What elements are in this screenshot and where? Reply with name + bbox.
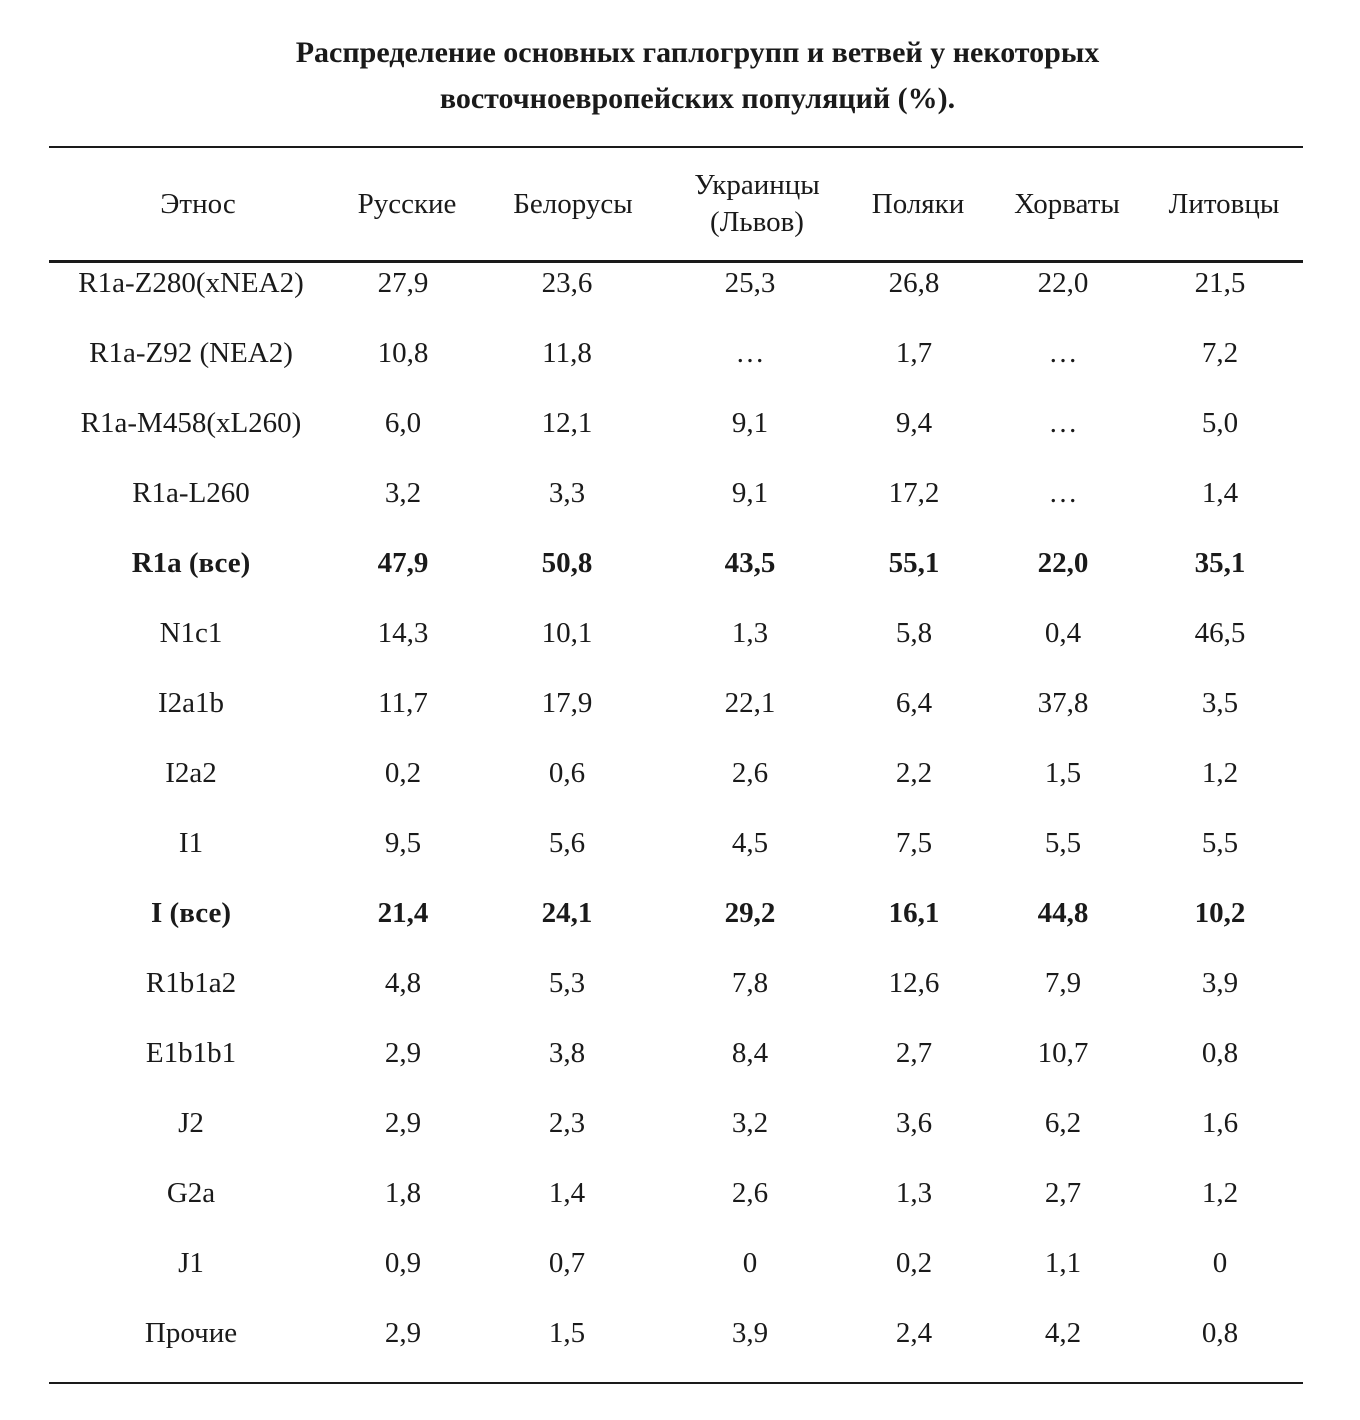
row-label: Прочие — [144, 1316, 238, 1349]
table-cell: 1,8 — [384, 1176, 422, 1209]
table-cell: 21,4 — [377, 896, 429, 929]
table-row — [0, 808, 1360, 878]
table-cell: 0 — [1212, 1246, 1228, 1279]
table-cell: 3,6 — [895, 1106, 933, 1139]
header-ethnos: Этнос — [160, 187, 236, 220]
table-cell: 0,4 — [1044, 616, 1082, 649]
row-label: R1a-L260 — [132, 476, 250, 509]
row-label: I2a2 — [165, 756, 217, 789]
table-cell: 3,8 — [548, 1036, 586, 1069]
table-row — [0, 1228, 1360, 1298]
table-cell: 44,8 — [1037, 896, 1089, 929]
table-cell: 3,9 — [1201, 966, 1239, 999]
table-cell: 47,9 — [377, 546, 429, 579]
table-cell: 0,7 — [548, 1246, 586, 1279]
header-ukrainians-line-1: Украинцы — [694, 169, 820, 201]
table-cell: 3,5 — [1201, 686, 1239, 719]
table-cell: 6,2 — [1044, 1106, 1082, 1139]
table-cell: 1,4 — [548, 1176, 586, 1209]
table-cell: 8,4 — [731, 1036, 769, 1069]
table-cell: 24,1 — [541, 896, 593, 929]
table-cell: 29,2 — [724, 896, 776, 929]
table-row — [0, 1158, 1360, 1228]
table-cell: 3,3 — [548, 476, 586, 509]
table-cell: … — [1048, 336, 1078, 369]
table-cell: 10,2 — [1194, 896, 1246, 929]
table-cell: 12,1 — [541, 406, 593, 439]
table-row — [0, 1088, 1360, 1158]
table-cell: … — [735, 336, 765, 369]
table-cell: 4,8 — [384, 966, 422, 999]
row-label: I (все) — [151, 896, 231, 929]
table-cell: 26,8 — [888, 266, 940, 299]
header-belarusians: Белорусы — [513, 187, 633, 220]
table-cell: 1,2 — [1201, 756, 1239, 789]
table-cell: 7,8 — [731, 966, 769, 999]
table-cell: … — [1048, 476, 1078, 509]
table-row — [0, 1018, 1360, 1088]
header-lithuanians: Литовцы — [1168, 187, 1280, 220]
table-cell: 1,1 — [1044, 1246, 1082, 1279]
table-cell: 1,5 — [1044, 756, 1082, 789]
row-label: R1b1a2 — [145, 966, 237, 999]
header-poles: Поляки — [871, 187, 965, 220]
table-cell: 1,6 — [1201, 1106, 1239, 1139]
table-cell: 2,7 — [895, 1036, 933, 1069]
table-cell: 0,8 — [1201, 1036, 1239, 1069]
table-cell: 6,4 — [895, 686, 933, 719]
table-cell: 23,6 — [541, 266, 593, 299]
document-title — [0, 30, 1360, 122]
row-label: E1b1b1 — [145, 1036, 237, 1069]
title-line-2: восточноевропейских популяций (%). — [439, 82, 956, 115]
table-row — [0, 528, 1360, 598]
table-cell: 7,2 — [1201, 336, 1239, 369]
row-label: R1a-Z280(xNEA2) — [78, 266, 304, 299]
table-cell: 2,9 — [384, 1036, 422, 1069]
table-cell: 5,0 — [1201, 406, 1239, 439]
table-cell: 2,2 — [895, 756, 933, 789]
table-cell: 3,9 — [731, 1316, 769, 1349]
table-cell: 16,1 — [888, 896, 940, 929]
table-cell: 9,1 — [731, 406, 769, 439]
table-row — [0, 318, 1360, 388]
header-ukrainians — [694, 148, 820, 260]
table-cell: 22,1 — [724, 686, 776, 719]
table-cell: 22,0 — [1037, 266, 1089, 299]
table-row — [0, 948, 1360, 1018]
table-cell: 50,8 — [541, 546, 593, 579]
table-cell: 9,5 — [384, 826, 422, 859]
table-body — [0, 248, 1360, 1368]
table-cell: 5,5 — [1201, 826, 1239, 859]
table-row — [0, 878, 1360, 948]
table-cell: 35,1 — [1194, 546, 1246, 579]
table-bottom-rule — [49, 1382, 1303, 1384]
table-cell: 55,1 — [888, 546, 940, 579]
table-cell: 4,5 — [731, 826, 769, 859]
table-cell: 1,3 — [895, 1176, 933, 1209]
row-label: R1a (все) — [131, 546, 251, 579]
table-cell: 1,7 — [895, 336, 933, 369]
header-ukrainians-line-2: (Львов) — [710, 206, 804, 238]
table-cell: 4,2 — [1044, 1316, 1082, 1349]
table-cell: … — [1048, 406, 1078, 439]
table-cell: 22,0 — [1037, 546, 1089, 579]
table-cell: 10,1 — [541, 616, 593, 649]
table-cell: 12,6 — [888, 966, 940, 999]
table-cell: 10,8 — [377, 336, 429, 369]
table-cell: 6,0 — [384, 406, 422, 439]
row-label: R1a-M458(xL260) — [80, 406, 302, 439]
table-cell: 17,2 — [888, 476, 940, 509]
table-cell: 37,8 — [1037, 686, 1089, 719]
row-label: G2a — [166, 1176, 216, 1209]
table-cell: 7,9 — [1044, 966, 1082, 999]
table-cell: 0,6 — [548, 756, 586, 789]
table-cell: 14,3 — [377, 616, 429, 649]
table-cell: 25,3 — [724, 266, 776, 299]
table-cell: 2,6 — [731, 756, 769, 789]
table-row — [0, 598, 1360, 668]
row-label: J2 — [178, 1106, 204, 1139]
table-cell: 2,7 — [1044, 1176, 1082, 1209]
table-header — [0, 148, 1360, 260]
table-cell: 3,2 — [384, 476, 422, 509]
table-row — [0, 458, 1360, 528]
row-label: R1a-Z92 (NEA2) — [89, 336, 293, 369]
table-cell: 1,5 — [548, 1316, 586, 1349]
table-cell: 0 — [742, 1246, 758, 1279]
table-cell: 2,3 — [548, 1106, 586, 1139]
title-line-1: Распределение основных гаплогрупп и ветвей у некоторых — [295, 36, 1100, 69]
table-row — [0, 388, 1360, 458]
table-cell: 46,5 — [1194, 616, 1246, 649]
table-row — [0, 1298, 1360, 1368]
table-cell: 11,8 — [542, 336, 592, 369]
table-cell: 0,9 — [384, 1246, 422, 1279]
table-cell: 21,5 — [1194, 266, 1246, 299]
table-cell: 17,9 — [541, 686, 593, 719]
table-cell: 0,8 — [1201, 1316, 1239, 1349]
table-row — [0, 738, 1360, 808]
table-cell: 5,6 — [548, 826, 586, 859]
table-cell: 27,9 — [377, 266, 429, 299]
table-cell: 3,2 — [731, 1106, 769, 1139]
table-cell: 2,4 — [895, 1316, 933, 1349]
row-label: I1 — [178, 826, 204, 859]
table-cell: 2,9 — [384, 1106, 422, 1139]
table-row — [0, 668, 1360, 738]
row-label: J1 — [178, 1246, 204, 1279]
header-croats: Хорваты — [1014, 187, 1120, 220]
row-label: N1c1 — [159, 616, 223, 649]
table-cell: 5,3 — [548, 966, 586, 999]
table-cell: 1,4 — [1201, 476, 1239, 509]
table-cell: 43,5 — [724, 546, 776, 579]
table-cell: 2,6 — [731, 1176, 769, 1209]
table-cell: 5,8 — [895, 616, 933, 649]
table-cell: 1,2 — [1201, 1176, 1239, 1209]
table-cell: 11,7 — [378, 686, 428, 719]
table-row — [0, 248, 1360, 318]
table-cell: 0,2 — [895, 1246, 933, 1279]
table-cell: 10,7 — [1037, 1036, 1089, 1069]
row-label: I2a1b — [157, 686, 225, 719]
table-cell: 1,3 — [731, 616, 769, 649]
table-cell: 2,9 — [384, 1316, 422, 1349]
header-russians: Русские — [357, 187, 457, 220]
table-cell: 5,5 — [1044, 826, 1082, 859]
table-cell: 9,4 — [895, 406, 933, 439]
table-cell: 9,1 — [731, 476, 769, 509]
table-cell: 7,5 — [895, 826, 933, 859]
table-cell: 0,2 — [384, 756, 422, 789]
